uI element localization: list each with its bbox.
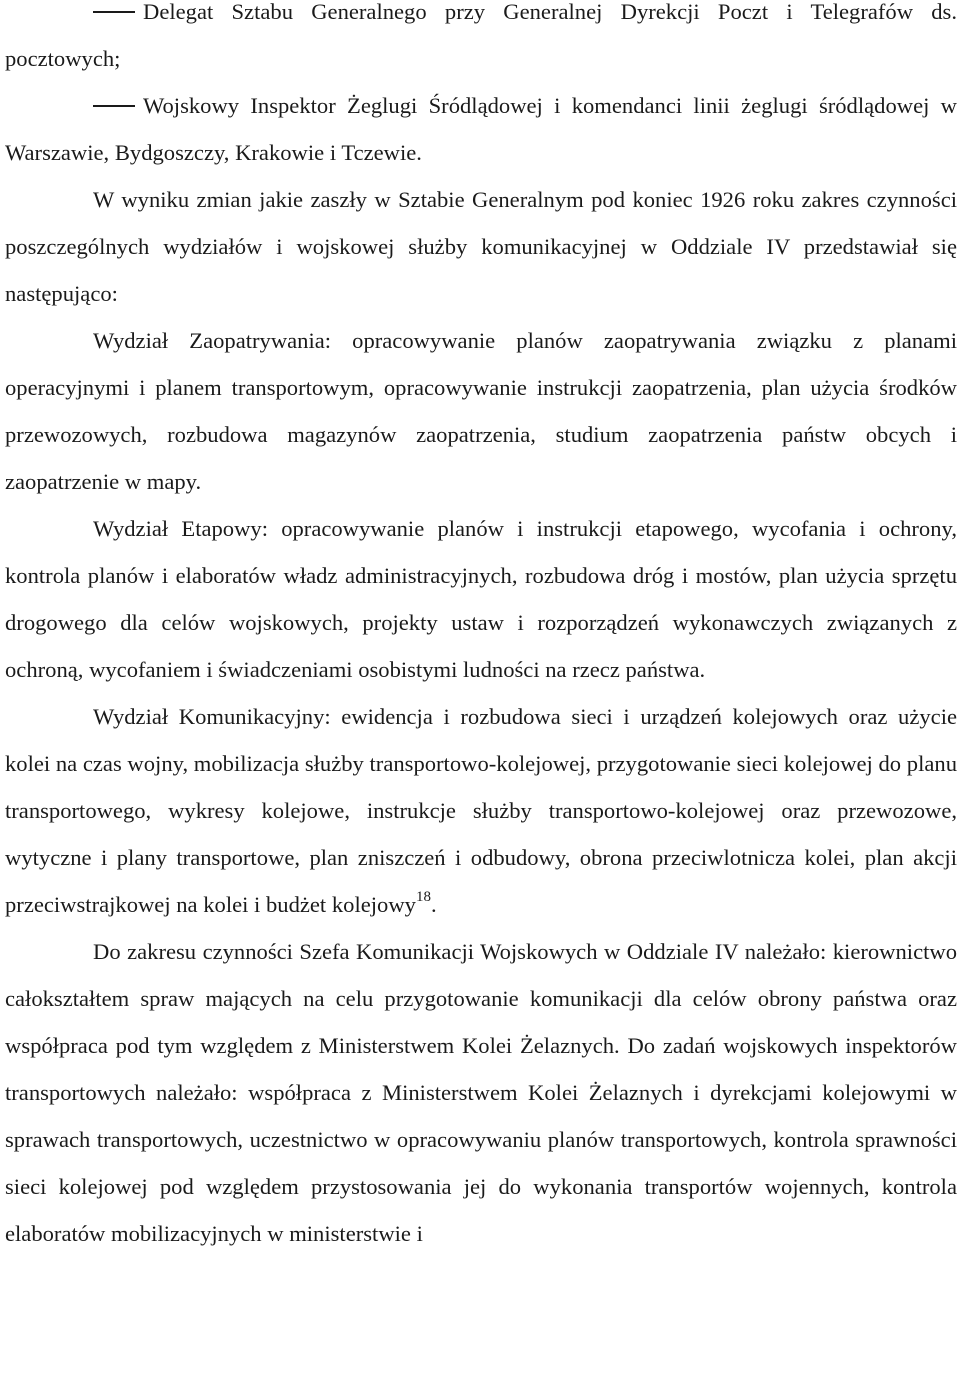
list-item-inspektor	[5, 82, 957, 176]
paragraph-szef-komunikacji: Do zakresu czynności Szefa Komunikacji Wojskowych w Oddziale IV należało: kierownictwo całokształtem spraw mających na celu przygotowanie komunikacji dla celów obrony państwa oraz współpraca pod tym względem z Ministerstwem Kolei Żelaznych. Do zadań wojskowych inspektorów transportowych należało: współpraca z Ministerstwem Kolei Żelaznych i dyrekcjami kolejowymi w sprawach transportowych, uczestnictwo w opracowywaniu planów transportowych, kontrola sprawności sieci kolejowej pod względem przystosowania jej do wykonania transportów wojennych, kontrola elaboratów mobilizacyjnych w ministerstwie i	[5, 939, 957, 1246]
em-dash	[93, 11, 135, 13]
paragraph-end: .	[430, 892, 437, 917]
paragraph-text: Wydział Komunikacyjny: ewidencja i rozbudowa sieci i urządzeń kolejowych oraz użycie kolei na czas wojny, mobilizacja służby transportowo-kolejowej, przygotowanie sieci kolejowej do planu transportowego, wykresy kolejowe, instrukcje służby transportowo-kolejowej oraz przewozowe, wytyczne i plany transportowe, plan zniszczeń i odbudowy, obrona przeciwlotnicza kolei, plan akcji przeciwstrajkowej na kolei i budżet kolejowy	[5, 704, 957, 917]
footnote-reference: 18	[415, 889, 431, 906]
paragraph-zaopatrywania: Wydział Zaopatrywania: opracowywanie planów zaopatrywania związku z planami operacyjnymi i planem transportowym, opracowywanie instrukcji zaopatrzenia, plan użycia środków przewozowych, rozbudowa magazynów zaopatrzenia, studium zaopatrzenia państw obcych i zaopatrzenie w mapy.	[5, 328, 957, 494]
paragraph-komunikacyjny	[5, 693, 957, 928]
list-item-delegat	[5, 0, 957, 82]
paragraph-etapowy: Wydział Etapowy: opracowywanie planów i instrukcji etapowego, wycofania i ochrony, kontrola planów i elaboratów władz administracyjnych, rozbudowa dróg i mostów, plan użycia sprzętu drogowego dla celów wojskowych, projekty ustaw i rozporządzeń wykonawczych związanych z ochroną, wycofaniem i świadczeniami osobistymi ludności na rzecz państwa.	[5, 516, 957, 682]
list-item-text: Wojskowy Inspektor Żeglugi Śródlądowej i komendanci linii żeglugi śródlądowej w Warszawie, Bydgoszczy, Krakowie i Tczewie.	[5, 93, 957, 165]
paragraph-intro: W wyniku zmian jakie zaszły w Sztabie Generalnym pod koniec 1926 roku zakres czynności poszczególnych wydziałów i wojskowej służby komunikacyjnej w Oddziale IV przedstawiał się następująco:	[5, 187, 957, 306]
list-item-text: Delegat Sztabu Generalnego przy Generalnej Dyrekcji Poczt i Telegrafów ds. pocztowych;	[5, 0, 957, 71]
em-dash	[93, 105, 135, 107]
